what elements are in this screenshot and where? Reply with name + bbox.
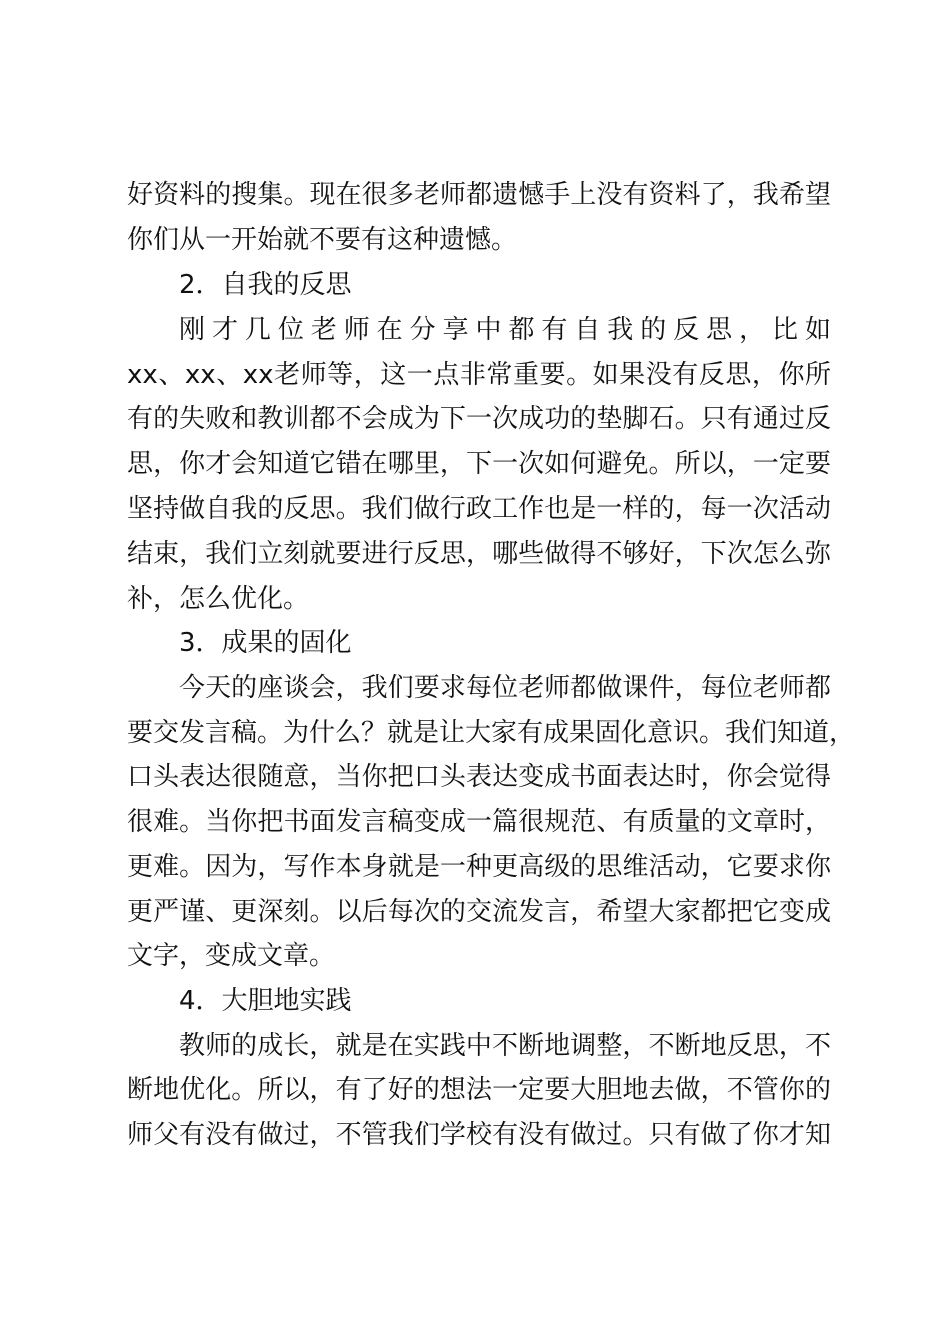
- paragraph-line: xx、xx、xx老师等，这一点非常重要。如果没有反思，你所: [127, 360, 831, 390]
- paragraph-line: 很难。当你把书面发言稿变成一篇很规范、有质量的文章时，: [127, 807, 831, 837]
- paragraph-line: 更严谨、更深刻。以后每次的交流发言，希望大家都把它变成: [127, 897, 831, 927]
- paragraph-line: 口头表达很随意，当你把口头表达变成书面表达时，你会觉得: [127, 762, 831, 792]
- paragraph-line: 文字，变成文章。: [127, 941, 336, 971]
- paragraph-line: 坚持做自我的反思。我们做行政工作也是一样的，每一次活动: [127, 494, 831, 524]
- paragraph-line: 断地优化。所以，有了好的想法一定要大胆地去做，不管你的: [127, 1075, 831, 1105]
- section-heading: 2．自我的反思: [179, 270, 352, 300]
- section-heading: 4．大胆地实践: [179, 986, 352, 1016]
- section-heading: 3．成果的固化: [179, 628, 352, 658]
- paragraph-line: 思，你才会知道它错在哪里，下一次如何避免。所以，一定要: [127, 449, 831, 479]
- paragraph-line: 今天的座谈会，我们要求每位老师都做课件，每位老师都: [179, 673, 831, 703]
- paragraph-line: 结束，我们立刻就要进行反思，哪些做得不够好，下次怎么弥: [127, 539, 831, 569]
- paragraph-line: 教师的成长，就是在实践中不断地调整，不断地反思，不: [179, 1031, 831, 1061]
- paragraph-line: 更难。因为，写作本身就是一种更高级的思维活动，它要求你: [127, 852, 831, 882]
- paragraph-line: 要交发言稿。为什么？就是让大家有成果固化意识。我们知道，: [127, 718, 856, 748]
- paragraph-line: 有的失败和教训都不会成为下一次成功的垫脚石。只有通过反: [127, 404, 831, 434]
- paragraph-line: 刚才几位老师在分享中都有自我的反思，比如: [179, 315, 831, 345]
- paragraph-line: 好资料的搜集。现在很多老师都遗憾手上没有资料了，我希望: [127, 180, 831, 210]
- paragraph-line: 你们从一开始就不要有这种遗憾。: [127, 225, 518, 255]
- paragraph-line: 补，怎么优化。: [127, 584, 310, 614]
- paragraph-line: 师父有没有做过，不管我们学校有没有做过。只有做了你才知: [127, 1120, 831, 1150]
